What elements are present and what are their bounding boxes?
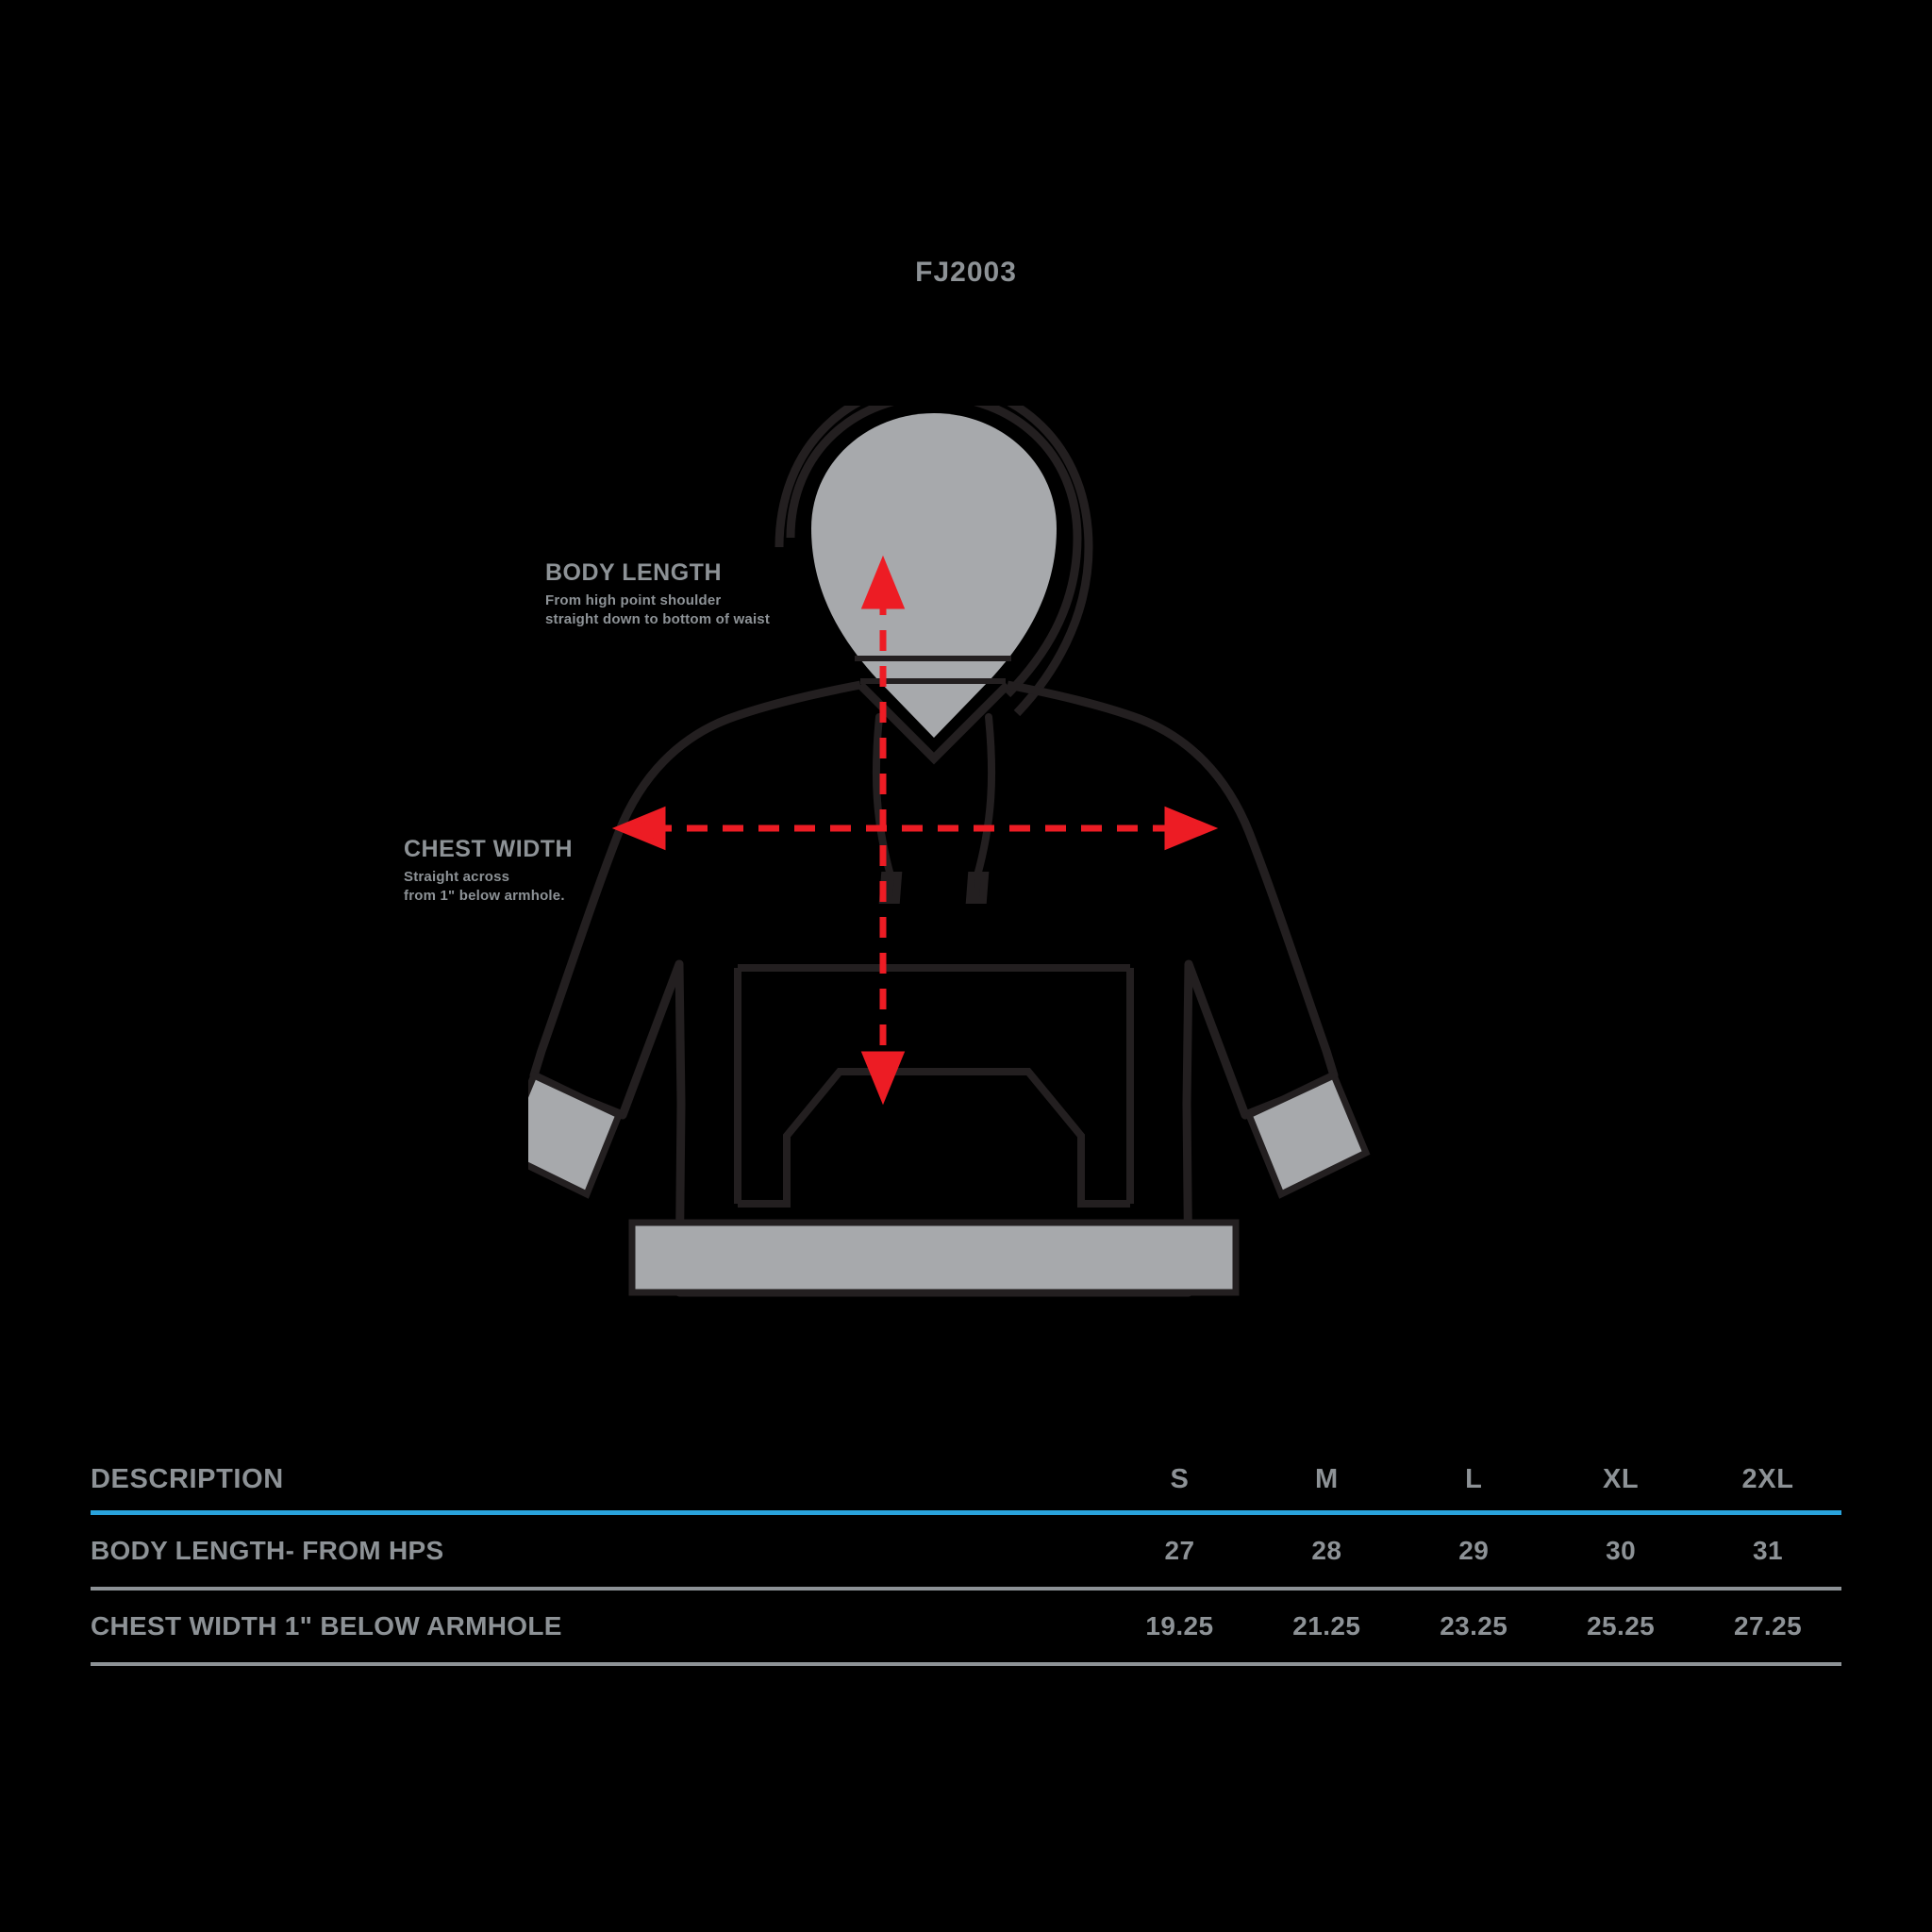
row-body-length-m: 28 xyxy=(1311,1536,1342,1565)
row-chest-width-m: 21.25 xyxy=(1292,1611,1361,1641)
row-chest-width-s: 19.25 xyxy=(1145,1611,1214,1641)
hoodie-illustration xyxy=(528,406,1415,1311)
chest-width-measure-arrow xyxy=(621,811,1209,845)
page-title: FJ2003 xyxy=(915,257,1017,288)
row-chest-width-label: CHEST WIDTH 1" BELOW ARMHOLE xyxy=(91,1611,562,1641)
measurements-table-wrapper xyxy=(91,1464,1841,1666)
table-header-description: DESCRIPTION xyxy=(91,1464,284,1494)
table-header-row xyxy=(91,1464,1841,1510)
hood-shape xyxy=(779,406,1089,758)
body-shape xyxy=(534,685,1334,1292)
table-header-2xl: 2XL xyxy=(1741,1464,1794,1494)
row-body-length-l: 29 xyxy=(1458,1536,1490,1565)
table-divider-rule-2 xyxy=(91,1662,1841,1666)
row-chest-width-xl: 25.25 xyxy=(1587,1611,1656,1641)
callout-body-length xyxy=(545,558,770,629)
row-body-length-s: 27 xyxy=(1164,1536,1195,1565)
kangaroo-pocket xyxy=(738,968,1130,1204)
row-body-length-label: BODY LENGTH- FROM HPS xyxy=(91,1536,444,1565)
table-row xyxy=(91,1591,1841,1662)
cuff-right xyxy=(1249,1075,1366,1194)
cuff-left xyxy=(528,1075,619,1194)
table-row xyxy=(91,1515,1841,1587)
waistband xyxy=(632,1223,1236,1292)
callout-chest-width xyxy=(404,835,573,906)
callout-chest-width-sub1: Straight across xyxy=(404,869,510,886)
drawcords xyxy=(876,717,991,900)
row-body-length-2xl: 31 xyxy=(1753,1536,1783,1565)
callout-body-length-title: BODY LENGTH xyxy=(545,559,722,586)
table-header-m: M xyxy=(1314,1464,1339,1494)
measurements-table xyxy=(91,1464,1841,1666)
callout-body-length-sub1: From high point shoulder xyxy=(545,592,722,609)
table-header-l: L xyxy=(1465,1464,1483,1494)
callout-chest-width-sub2: from 1" below armhole. xyxy=(404,888,565,905)
row-chest-width-2xl: 27.25 xyxy=(1733,1611,1803,1641)
table-header-s: S xyxy=(1170,1464,1190,1494)
callout-chest-width-title: CHEST WIDTH xyxy=(404,836,574,862)
table-header-xl: XL xyxy=(1602,1464,1640,1494)
row-chest-width-l: 23.25 xyxy=(1440,1611,1508,1641)
row-body-length-xl: 30 xyxy=(1606,1536,1637,1565)
callout-body-length-sub2: straight down to bottom of waist xyxy=(545,611,771,628)
